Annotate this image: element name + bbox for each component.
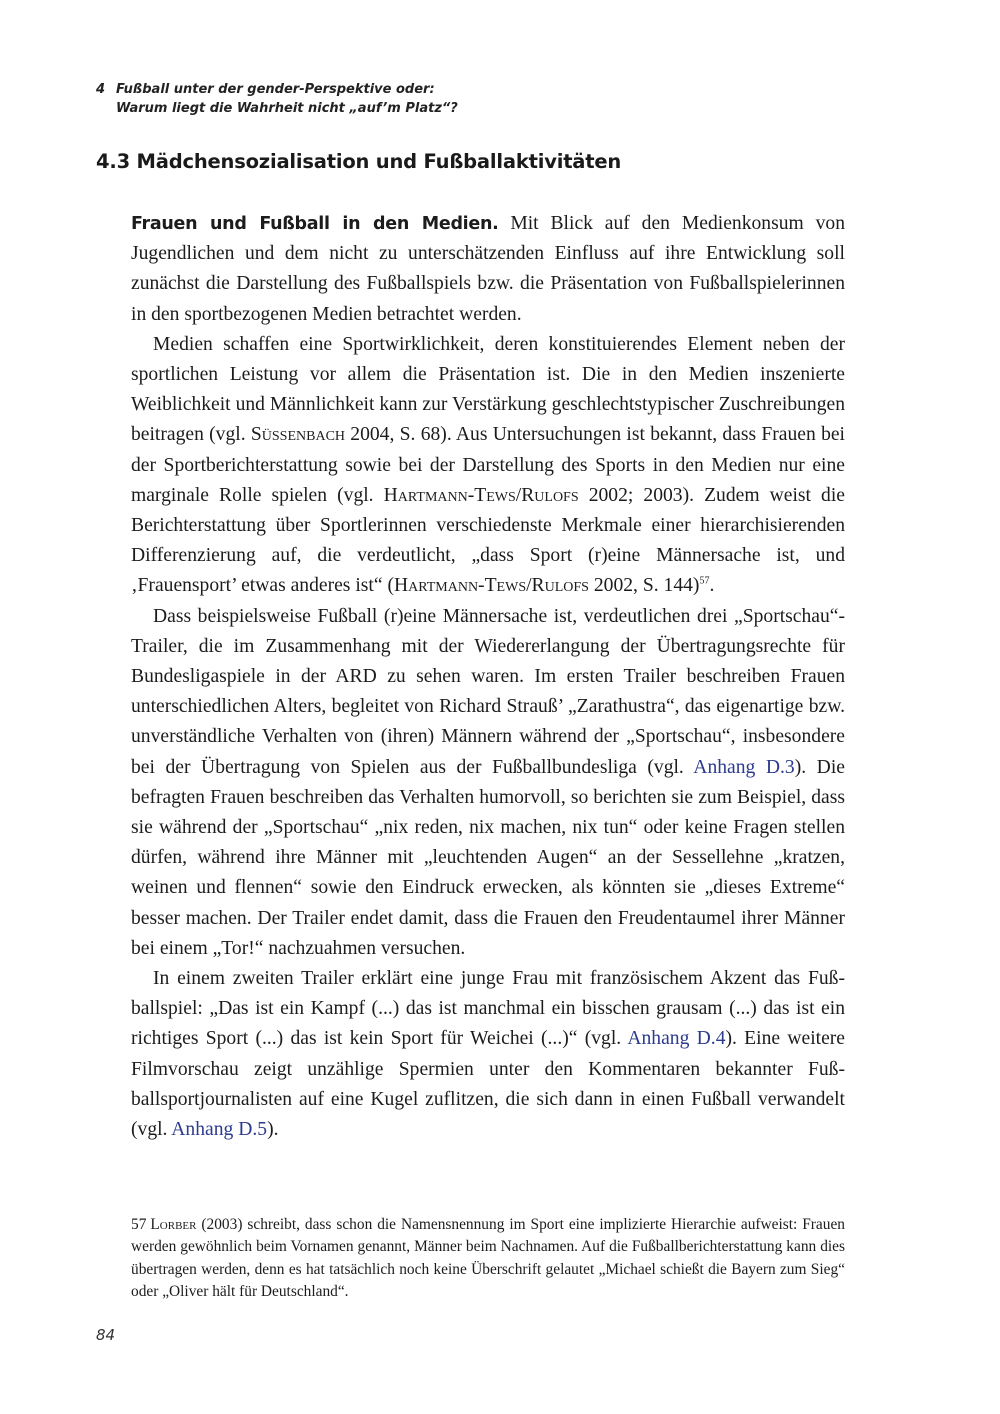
running-head-line-1 bbox=[96, 80, 696, 99]
citation-author: Süßenbach bbox=[250, 424, 346, 446]
footnote-text: (2003) schreibt, dass schon die Namensnennung im Sport eine implizierte Hierarchie aufweist: Frauen werden gewöhnlich beim Vornamen genannt, Männer beim Nachnamen. Auf die Fußballberichterstattung kann dies übertragen werden, denn es hat tatsächlich noch keine Überschrift gelautet „Michael schießt die Bayern zum Sieg“ oder „Oliver hält für Deutschland“. bbox=[131, 1216, 845, 1301]
chapter-number: 4 bbox=[96, 82, 106, 97]
paragraph-1-text: Mit Blick auf den Medienkonsum von Jugendlichen und dem nicht zu unterschätzenden Einfluss auf ihre Entwicklung soll zunächst die Darstellung des Fußballspiels bzw. die Präsentation von Fußballspielerinnen in den sportbezogenen Medien betrachtet werden. bbox=[131, 213, 845, 325]
footnote-57 bbox=[131, 1214, 845, 1304]
paragraph-2-text-b: 2004, S. 68). Aus Untersuchungen ist bekannt, dass Frauen bei der Sportberichterstattung sowie bei der Darstellung des Sports in den Medien nur eine marginale Rolle spielen (vgl. bbox=[131, 424, 846, 506]
page-number: 84 bbox=[96, 1326, 116, 1344]
section-title: 4.3 Mädchensozialisation und Fußballaktivitäten bbox=[96, 150, 622, 173]
appendix-link-d4[interactable]: Anhang D.4 bbox=[627, 1028, 726, 1050]
citation-author: Hartmann-Tews/Rulofs bbox=[393, 575, 589, 597]
paragraph-4-text-b: ). Eine weitere Filmvorschau zeigt unzählige Spermien unter den Kommentaren bekannter Fußballsportjournalisten auf eine Kugel zuflitzen, die sich dann in einen Fußball verwandelt (vgl. bbox=[131, 1028, 845, 1141]
footnote-number: 57 bbox=[131, 1216, 147, 1233]
paragraph-4 bbox=[131, 964, 845, 1145]
paragraph-3 bbox=[131, 602, 845, 964]
paragraph-2-text-e: . bbox=[709, 575, 715, 597]
appendix-link-d5[interactable]: Anhang D.5 bbox=[171, 1119, 268, 1141]
paragraph-1 bbox=[131, 209, 845, 330]
paragraph-3-text-a: Dass beispielsweise Fußball (r)eine Männersache ist, verdeutlichen drei „Sportschau“-Trailer, die im Zusammenhang mit der Wiedererlangung der Übertragungsrechte für Bundesligaspiele in der ARD zu sehen waren. Im ersten Trailer beschreiben Frauen unterschiedlichen Alters, begleitet von Richard Strauß’ „Zarathustra“, das eigenartige bzw. unverständliche Verhalten von (ihren) Männern während der „Sportschau“, insbesondere bei der Übertragung von Spielen aus der Fußballbundesliga (vgl. bbox=[131, 605, 845, 778]
paragraph-4-text-a: In einem zweiten Trailer erklärt eine junge Frau mit französischem Akzent das Fußballspiel: „Das ist ein Kampf (...) das ist manchmal ein bisschen grausam (...) das ist ein richtiges Sport (...) das ist kein Sport für Weichei (...)“ (vgl. bbox=[131, 968, 845, 1050]
body-text bbox=[131, 209, 845, 1145]
footnote-reference[interactable]: 57 bbox=[699, 575, 710, 587]
running-head-line-2 bbox=[96, 99, 696, 118]
appendix-link-d3[interactable]: Anhang D.3 bbox=[693, 756, 795, 778]
paragraph-2 bbox=[131, 330, 845, 602]
citation-author: Hartmann-Tews/Rulofs bbox=[383, 484, 579, 506]
footnote-author: Lorber bbox=[150, 1216, 197, 1233]
paragraph-2-text-c: 2002; 2003). Zudem weist die Berichterstattung über Sportlerinnen verschiedenste Merkmale einer hierarchisierenden Differenzierung auf, die verdeutlicht, „dass Sport (r)eine Männersache ist, und ‚Frauensport’ etwas anderes ist“ ( bbox=[131, 484, 845, 597]
paragraph-4-text-c: ). bbox=[267, 1119, 279, 1141]
run-in-heading: Frauen und Fußball in den Medien. bbox=[131, 214, 499, 234]
paragraph-2-text-a: Medien schaffen eine Sportwirklichkeit, deren konstituierendes Element neben der sportlichen Leistung vor allem die Präsentation ist. Die in den Medien inszenierte Weiblichkeit und Männlichkeit kann zur Verstärkung geschlechtstypischer Zuschreibungen beitragen (vgl. bbox=[131, 333, 845, 446]
paragraph-2-text-d: 2002, S. 144) bbox=[588, 575, 700, 597]
running-head-title-2: Warum liegt die Wahrheit nicht „auf’m Platz“? bbox=[116, 101, 458, 116]
paragraph-3-text-b: ). Die befragten Frauen beschreiben das Verhalten humorvoll, so berichten sie zum Beispiel, dass sie während der „Sportschau“ „nix reden, nix machen, nix tun“ oder keine Fragen stellen dürfen, während ihre Männer mit „leuchtenden Augen“ an der Sessellehne „kratzen, weinen und flennen“ sowie den Eindruck erwecken, als könnten sie „dieses Extreme“ besser machen. Der Trailer endet damit, dass die Frauen den Freudentaumel ihrer Männer bei einem „Tor!“ nachzuahmen versuchen. bbox=[131, 756, 845, 959]
running-head bbox=[96, 80, 696, 118]
running-head-title-1: Fußball unter der gender-Perspektive oder: bbox=[116, 82, 435, 97]
